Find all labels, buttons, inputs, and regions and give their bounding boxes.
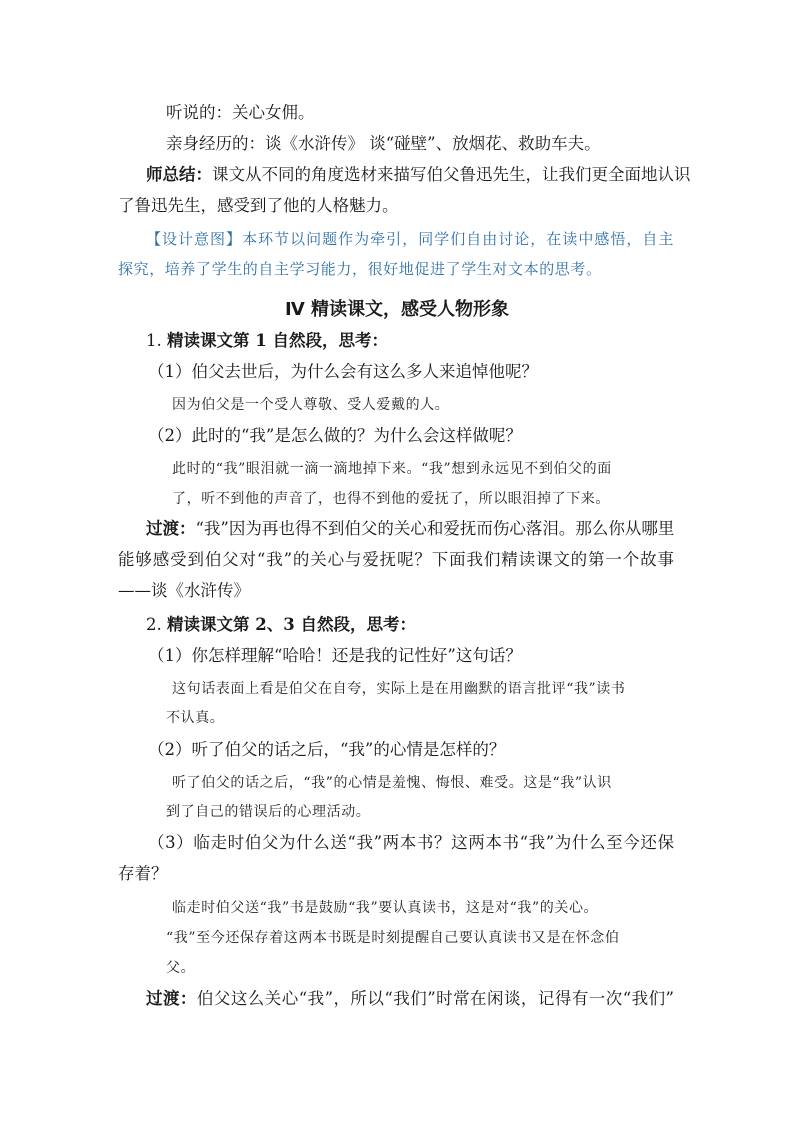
experienced-line: 亲身经历的：谈《水浒传》 谈“碰壁”、放烟花、救助车夫。 xyxy=(166,134,601,153)
teacher-summary-line xyxy=(146,164,691,186)
answer-2-line-1: 此时的“我”眼泪就一滴一滴地掉下来。“我”想到永远见不到伯父的面 xyxy=(172,461,612,477)
question-2: （2）此时的“我”是怎么做的？为什么会这样做呢？ xyxy=(148,426,522,445)
answer-2-line-2: 了，听不到他的声音了，也得不到他的爱抚了，所以眼泪掉了下来。 xyxy=(172,491,610,507)
answer-4-line-2: 到了自己的错误后的心理活动。 xyxy=(166,804,371,820)
section-heading: Ⅳ 精读课文，感受人物形象 xyxy=(284,299,510,320)
step-2-number: 2. xyxy=(146,615,162,634)
transition-2-label: 过渡： xyxy=(146,989,197,1008)
teacher-summary-label: 师总结： xyxy=(146,165,212,184)
question-4: （2）听了伯父的话之后，“我”的心情是怎样的？ xyxy=(148,740,506,759)
design-intent-line-1: 【设计意图】本环节以问题作为牵引，同学们自由讨论，在读中感悟，自主 xyxy=(146,230,674,248)
step-2-title xyxy=(146,614,416,636)
transition-2-text: 伯父这么关心“我”，所以“我们”时常在闲谈，记得有一次“我们” xyxy=(196,989,674,1008)
answer-4-line-1: 听了伯父的话之后，“我”的心情是羞愧、悔恨、难受。这是“我”认识 xyxy=(172,775,612,791)
answer-5-line-2: “我”至今还保存着这两本书既是时刻提醒自己要认真读书又是在怀念伯 xyxy=(166,930,620,946)
heard-line: 听说的：关心女佣。 xyxy=(166,103,315,122)
teacher-summary-continuation: 了鲁迅先生，感受到了他的人格魅力。 xyxy=(118,196,399,215)
answer-1: 因为伯父是一个受人尊敬、受人爱戴的人。 xyxy=(172,397,450,413)
step-1-number: 1. xyxy=(146,331,162,350)
answer-5-line-1: 临走时伯父送“我”书是鼓励“我”要认真读书，这是对“我”的关心。 xyxy=(172,900,599,916)
transition-1-line-3: ——谈《水浒传》 xyxy=(118,581,250,600)
step-1-title-text: 精读课文第 1 自然段，思考： xyxy=(167,331,388,350)
step-1-title xyxy=(146,330,388,352)
answer-3-line-2: 不认真。 xyxy=(166,710,225,726)
design-intent-line-2: 探究，培养了学生的自主学习能力，很好地促进了学生对文本的思考。 xyxy=(118,260,602,278)
step-2-title-text: 精读课文第 2、3 自然段，思考： xyxy=(167,615,416,634)
teacher-summary-text: 课文从不同的角度选材来描写伯父鲁迅先生，让我们更全面地认识 xyxy=(212,165,691,184)
transition-1-line-2: 能够感受到伯父对“我”的关心与爱抚呢？下面我们精读课文的第一个故事 xyxy=(118,550,674,569)
transition-1-text: “我”因为再也得不到伯父的关心和爱抚而伤心落泪。那么你从哪里 xyxy=(195,519,675,538)
transition-2-line-1 xyxy=(146,988,674,1010)
answer-5-line-3: 父。 xyxy=(166,960,196,976)
question-5-line-1: （3）临走时伯父为什么送“我”两本书？这两本书“我”为什么至今还保 xyxy=(148,833,674,852)
transition-1-label: 过渡： xyxy=(146,519,196,538)
question-3: （1）你怎样理解“哈哈！还是我的记性好”这句话？ xyxy=(148,646,522,665)
question-1: （1）伯父去世后，为什么会有这么多人来追悼他呢？ xyxy=(148,362,538,381)
answer-3-line-1: 这句话表面上看是伯父在自夸，实际上是在用幽默的语言批评“我”读书 xyxy=(172,681,626,697)
question-5-line-2: 存着？ xyxy=(118,864,168,883)
transition-1-line-1 xyxy=(146,518,674,540)
